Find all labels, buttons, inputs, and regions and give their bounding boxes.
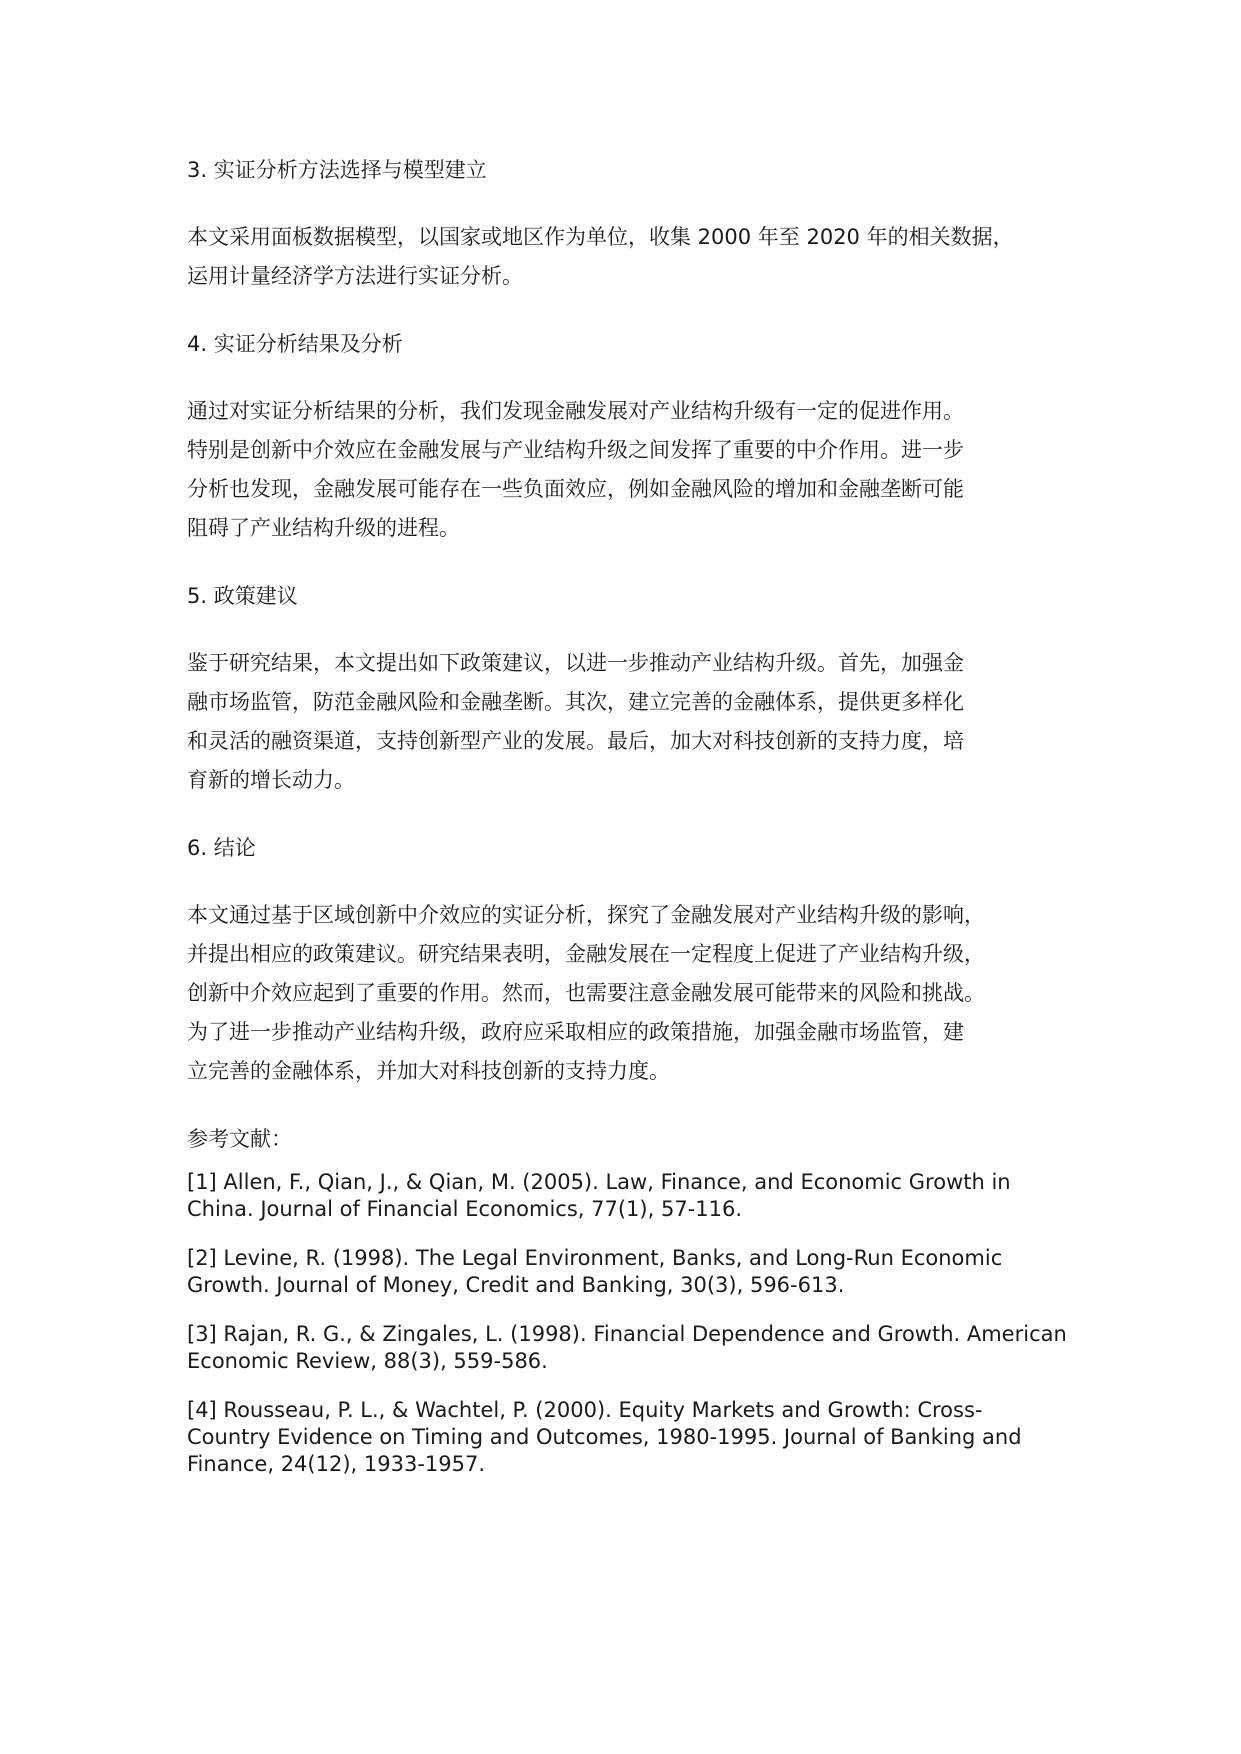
section-paragraph-3 — [187, 218, 1067, 296]
section-heading-3: 3. 实证分析方法选择与模型建立 — [187, 158, 487, 182]
paragraph-line: 分析也发现，金融发展可能存在一些负面效应，例如金融风险的增加和金融垄断可能 — [187, 477, 964, 501]
section-heading-6: 6. 结论 — [187, 836, 256, 860]
reference-line: Country Evidence on Timing and Outcomes, 1980-1995. Journal of Banking and — [187, 1425, 1022, 1449]
paragraph-line: 阻碍了产业结构升级的进程。 — [187, 516, 460, 540]
paragraph-line: 本文通过基于区域创新中介效应的实证分析，探究了金融发展对产业结构升级的影响， — [187, 903, 985, 927]
paragraph-line: 通过对实证分析结果的分析，我们发现金融发展对产业结构升级有一定的促进作用。 — [187, 399, 964, 423]
paragraph-line: 本文采用面板数据模型，以国家或地区作为单位，收集 2000 年至 2020 年的相关数据， — [187, 225, 1014, 249]
paragraph-line: 和灵活的融资渠道，支持创新型产业的发展。最后，加大对科技创新的支持力度，培 — [187, 729, 964, 753]
reference-line: Growth. Journal of Money, Credit and Banking, 30(3), 596-613. — [187, 1273, 845, 1297]
reference-line: Finance, 24(12), 1933-1957. — [187, 1452, 486, 1476]
paragraph-line: 并提出相应的政策建议。研究结果表明，金融发展在一定程度上促进了产业结构升级， — [187, 942, 985, 966]
paragraph-line: 特别是创新中介效应在金融发展与产业结构升级之间发挥了重要的中介作用。进一步 — [187, 438, 964, 462]
reference-item-4 — [187, 1397, 1067, 1478]
references-heading: 参考文献： — [187, 1127, 292, 1151]
section-paragraph-6 — [187, 896, 1067, 1091]
paragraph-line: 育新的增长动力。 — [187, 768, 355, 792]
section-paragraph-4 — [187, 392, 1067, 548]
reference-line: [2] Levine, R. (1998). The Legal Environment, Banks, and Long-Run Economic — [187, 1246, 1003, 1270]
reference-line: [3] Rajan, R. G., & Zingales, L. (1998). Financial Dependence and Growth. American — [187, 1322, 1067, 1346]
section-heading-4: 4. 实证分析结果及分析 — [187, 332, 403, 356]
section-heading-5: 5. 政策建议 — [187, 584, 298, 608]
reference-line: Economic Review, 88(3), 559-586. — [187, 1349, 548, 1373]
document-body — [187, 150, 1067, 1500]
reference-item-1 — [187, 1169, 1067, 1223]
reference-line: [1] Allen, F., Qian, J., & Qian, M. (2005). Law, Finance, and Economic Growth in — [187, 1170, 1011, 1194]
paragraph-line: 鉴于研究结果，本文提出如下政策建议，以进一步推动产业结构升级。首先，加强金 — [187, 651, 964, 675]
paragraph-line: 为了进一步推动产业结构升级，政府应采取相应的政策措施，加强金融市场监管，建 — [187, 1020, 964, 1044]
reference-item-3 — [187, 1321, 1067, 1375]
reference-item-2 — [187, 1245, 1067, 1299]
section-paragraph-5 — [187, 644, 1067, 800]
paragraph-line: 立完善的金融体系，并加大对科技创新的支持力度。 — [187, 1059, 670, 1083]
paragraph-line: 融市场监管，防范金融风险和金融垄断。其次，建立完善的金融体系，提供更多样化 — [187, 690, 964, 714]
paragraph-line: 运用计量经济学方法进行实证分析。 — [187, 264, 523, 288]
reference-line: [4] Rousseau, P. L., & Wachtel, P. (2000). Equity Markets and Growth: Cross- — [187, 1398, 983, 1422]
reference-line: China. Journal of Financial Economics, 77(1), 57-116. — [187, 1197, 743, 1221]
paragraph-line: 创新中介效应起到了重要的作用。然而，也需要注意金融发展可能带来的风险和挑战。 — [187, 981, 985, 1005]
